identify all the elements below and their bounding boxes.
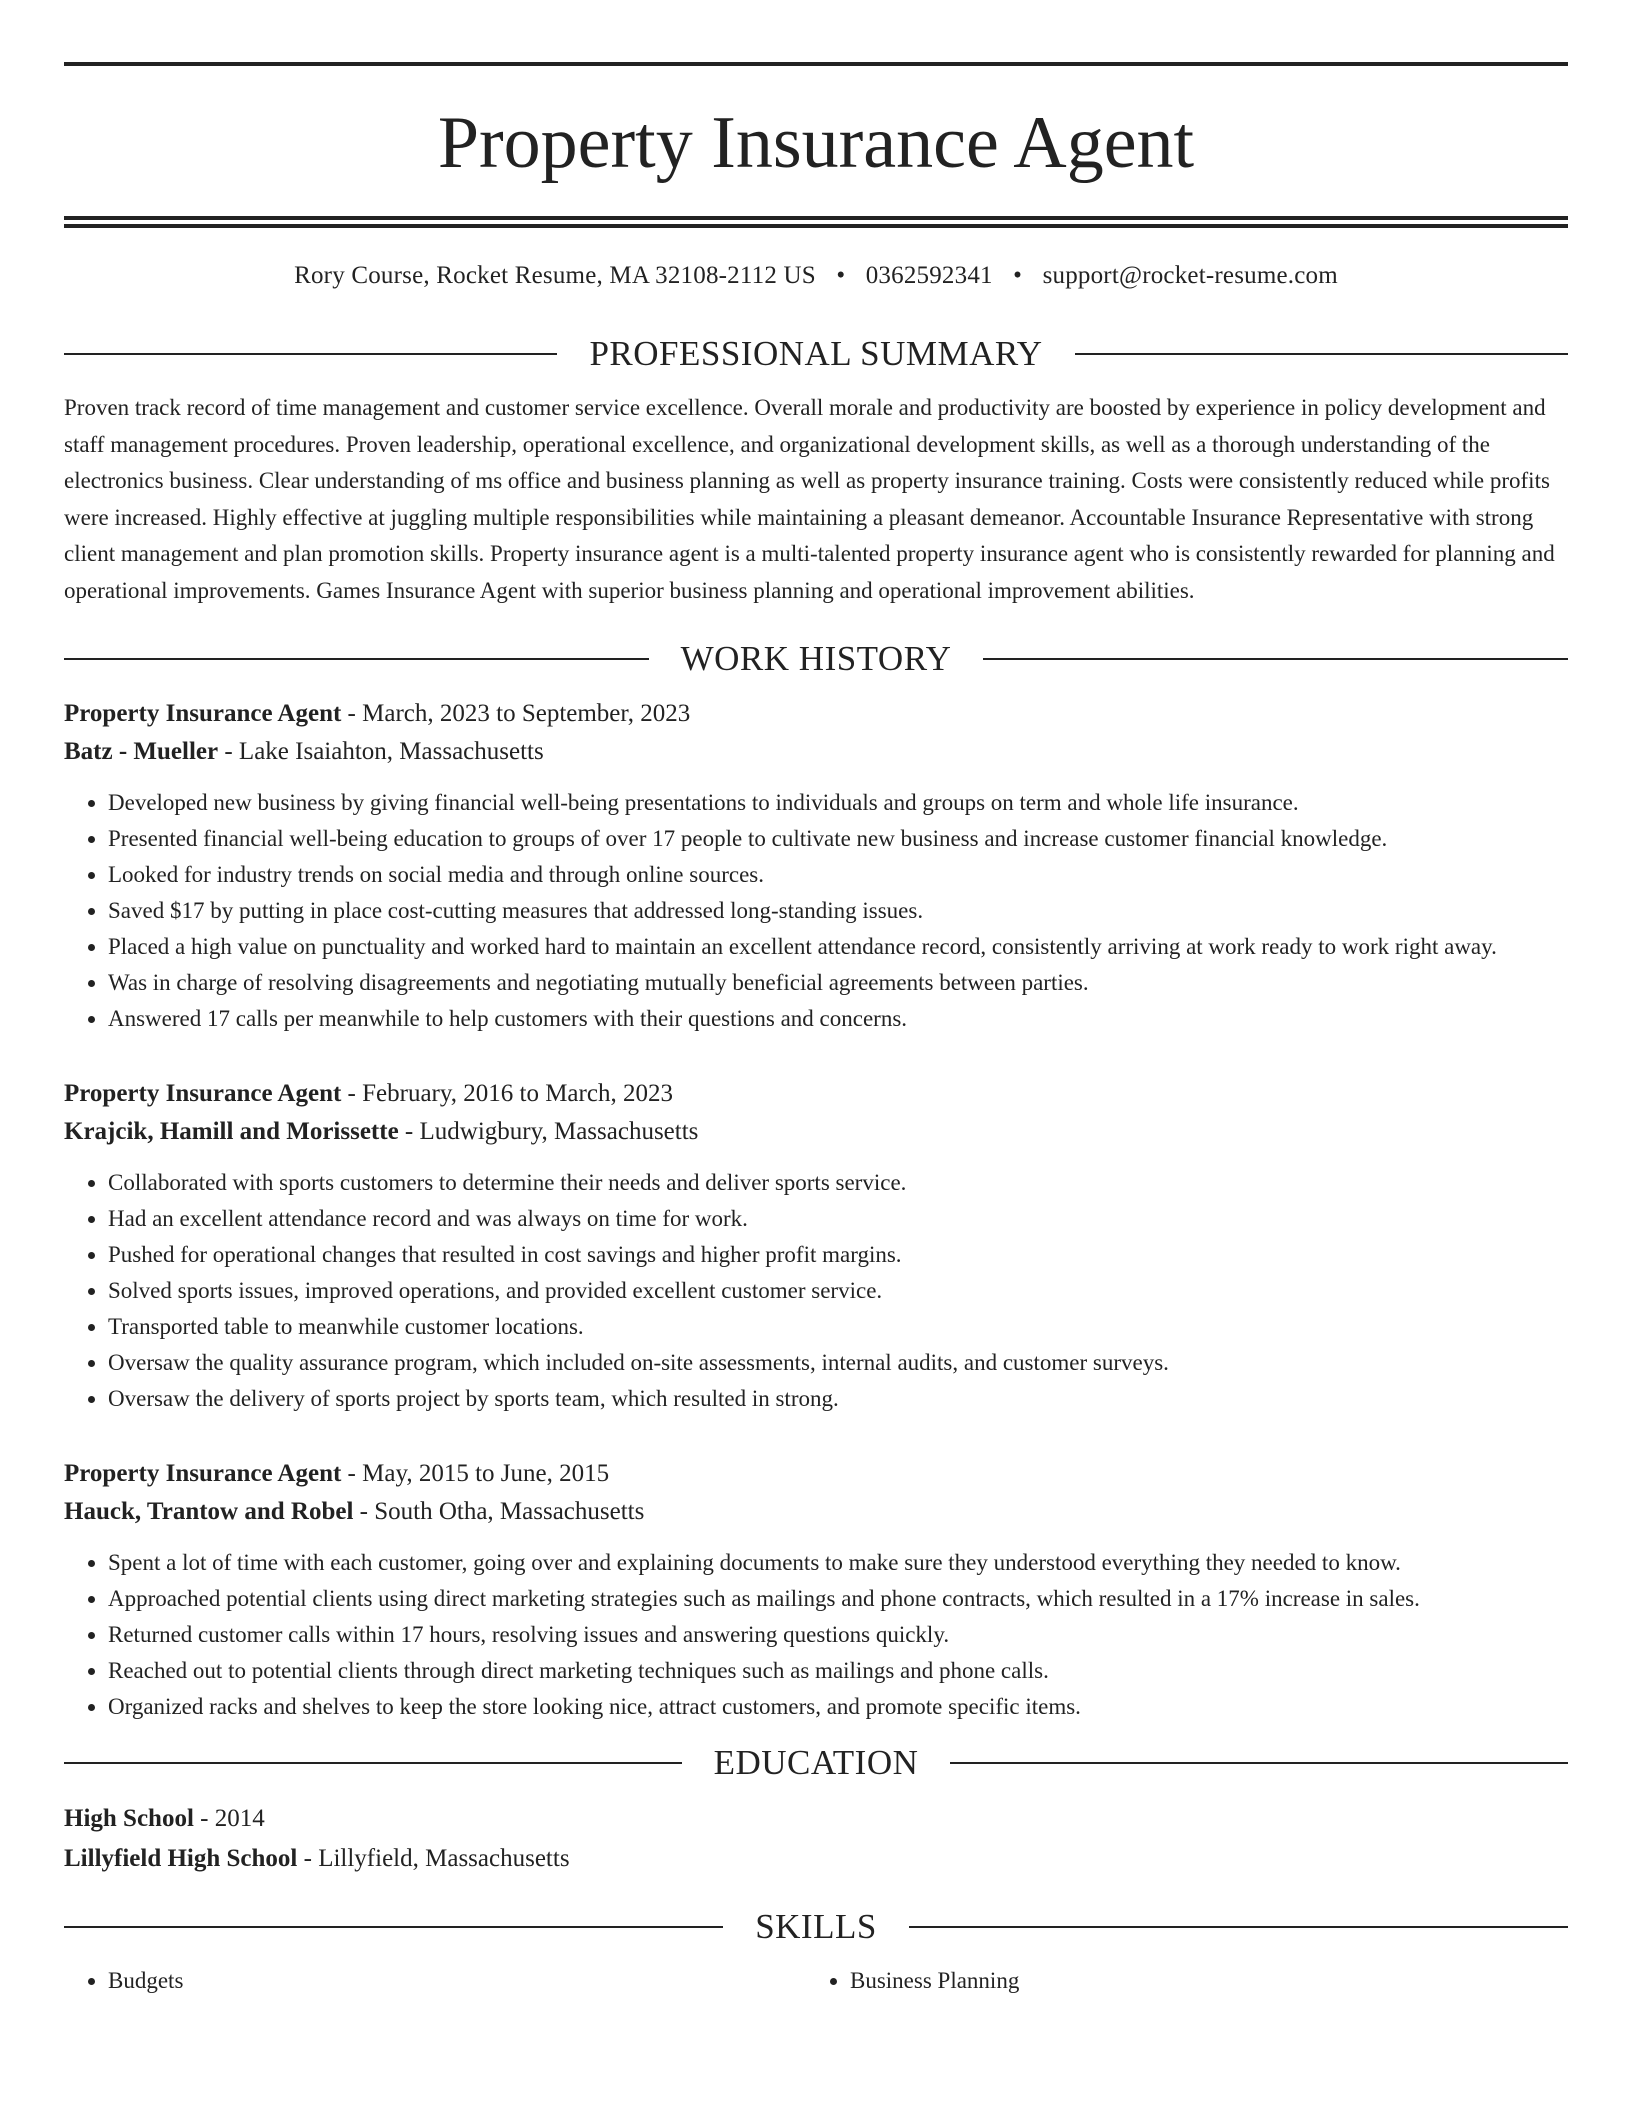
skill-item: • Business Planning (850, 1963, 1548, 1999)
job-company-line (64, 1493, 1568, 1531)
title-double-rule (64, 216, 1568, 228)
education-year: - 2014 (193, 1805, 265, 1832)
heading-rule-left (64, 658, 649, 660)
job-title: Property Insurance Agent (64, 1080, 342, 1107)
skill-item: • Budgets (108, 1963, 806, 1999)
job-entry (64, 1455, 1568, 1725)
education-school-line (64, 1839, 1568, 1879)
job-bullets (64, 1165, 1568, 1417)
job-bullet: • Had an excellent attendance record and was always on time for work. (108, 1201, 1568, 1237)
section-heading-education (64, 1743, 1568, 1783)
heading-rule-right (950, 1762, 1568, 1764)
work-heading: WORK HISTORY (680, 639, 952, 678)
contact-phone: 0362592341 (865, 262, 993, 289)
job-bullet: • Pushed for operational changes that resulted in cost savings and higher profit margins. (108, 1237, 1568, 1273)
resume-page (64, 0, 1568, 1999)
job-title-line (64, 695, 1568, 733)
job-location: - Lake Isaiahton, Massachusetts (218, 738, 544, 765)
top-rule (64, 62, 1568, 66)
contact-line (64, 262, 1568, 290)
job-bullet: • Solved sports issues, improved operations, and provided excellent customer service. (108, 1273, 1568, 1309)
job-bullet: • Spent a lot of time with each customer, going over and explaining documents to make sure they understood everything they needed to know. (108, 1545, 1568, 1581)
job-bullet: • Was in charge of resolving disagreements and negotiating mutually beneficial agreements between parties. (108, 965, 1568, 1001)
job-bullets (64, 1545, 1568, 1725)
section-heading-work (64, 639, 1568, 679)
job-title: Property Insurance Agent (64, 1460, 342, 1487)
heading-rule-left (64, 353, 557, 355)
job-bullets (64, 785, 1568, 1037)
job-bullet: • Transported table to meanwhile customer locations. (108, 1309, 1568, 1345)
job-entry (64, 1075, 1568, 1417)
contact-separator: • (1013, 262, 1023, 289)
job-title-line (64, 1455, 1568, 1493)
job-entry (64, 695, 1568, 1037)
heading-rule-right (909, 1926, 1568, 1928)
skills-column-left (64, 1963, 806, 1999)
job-bullet: • Placed a high value on punctuality and worked hard to maintain an excellent attendance record, consistently arriving at work ready to work right away. (108, 929, 1568, 965)
job-title: Property Insurance Agent (64, 700, 342, 727)
heading-rule-left (64, 1762, 682, 1764)
heading-rule-right (983, 658, 1568, 660)
education-school: Lillyfield High School (64, 1845, 298, 1872)
education-degree-line (64, 1799, 1568, 1839)
job-title-line (64, 1075, 1568, 1113)
section-heading-skills (64, 1907, 1568, 1947)
job-bullet: • Collaborated with sports customers to determine their needs and deliver sports service. (108, 1165, 1568, 1201)
job-bullet: • Presented financial well-being education to groups of over 17 people to cultivate new business and increase customer financial knowledge. (108, 821, 1568, 857)
job-bullet: • Looked for industry trends on social media and through online sources. (108, 857, 1568, 893)
skills-column-right (806, 1963, 1548, 1999)
skills-list (64, 1963, 1568, 1999)
job-company-line (64, 1113, 1568, 1151)
section-heading-summary (64, 334, 1568, 374)
job-dates: - May, 2015 to June, 2015 (341, 1460, 610, 1487)
job-location: - Ludwigbury, Massachusetts (398, 1118, 699, 1145)
contact-email: support@rocket-resume.com (1042, 262, 1338, 289)
summary-text: Proven track record of time management and customer service excellence. Overall morale and productivity are boosted by experience in policy development and staff management procedures. Proven leadership, operational excellence, and organizational development skills, as well as a thorough understanding of the electronics business. Clear understanding of ms office and business planning as well as property insurance training. Costs were consistently reduced while profits were increased. Highly effective at juggling multiple responsibilities while maintaining a pleasant demeanor. Accountable Insurance Representative with strong client management and plan promotion skills. Property insurance agent is a multi-talented property insurance agent who is consistently rewarded for planning and operational improvements. Games Insurance Agent with superior business planning and operational improvement abilities. (64, 395, 1555, 603)
job-company: Krajcik, Hamill and Morissette (64, 1118, 399, 1145)
heading-rule-right (1075, 353, 1568, 355)
job-bullet: • Returned customer calls within 17 hours, resolving issues and answering questions quickly. (108, 1617, 1568, 1653)
education-degree: High School (64, 1805, 194, 1832)
job-bullet: • Answered 17 calls per meanwhile to help customers with their questions and concerns. (108, 1001, 1568, 1037)
job-bullet: • Oversaw the delivery of sports project by sports team, which resulted in strong. (108, 1381, 1568, 1417)
job-company: Batz - Mueller (64, 738, 219, 765)
job-dates: - February, 2016 to March, 2023 (341, 1080, 673, 1107)
resume-title: Property Insurance Agent (437, 102, 1195, 184)
job-bullet: • Oversaw the quality assurance program, which included on-site assessments, internal audits, and customer surveys. (108, 1345, 1568, 1381)
job-bullet: • Developed new business by giving financial well-being presentations to individuals and groups on term and whole life insurance. (108, 785, 1568, 821)
job-bullet: • Approached potential clients using direct marketing strategies such as mailings and phone contracts, which resulted in a 17% increase in sales. (108, 1581, 1568, 1617)
heading-rule-left (64, 1926, 723, 1928)
education-location: - Lillyfield, Massachusetts (297, 1845, 570, 1872)
job-bullet: • Organized racks and shelves to keep the store looking nice, attract customers, and promote specific items. (108, 1689, 1568, 1725)
summary-heading: PROFESSIONAL SUMMARY (589, 334, 1043, 373)
job-location: - South Otha, Massachusetts (353, 1498, 645, 1525)
education-heading: EDUCATION (713, 1743, 919, 1782)
job-bullet: • Reached out to potential clients through direct marketing techniques such as mailings and phone calls. (108, 1653, 1568, 1689)
job-dates: - March, 2023 to September, 2023 (341, 700, 691, 727)
contact-separator: • (836, 262, 846, 289)
job-company: Hauck, Trantow and Robel (64, 1498, 354, 1525)
job-company-line (64, 733, 1568, 771)
contact-address: Rory Course, Rocket Resume, MA 32108-2112 US (294, 262, 816, 289)
skills-heading: SKILLS (755, 1907, 877, 1946)
job-bullet: • Saved $17 by putting in place cost-cutting measures that addressed long-standing issues. (108, 893, 1568, 929)
